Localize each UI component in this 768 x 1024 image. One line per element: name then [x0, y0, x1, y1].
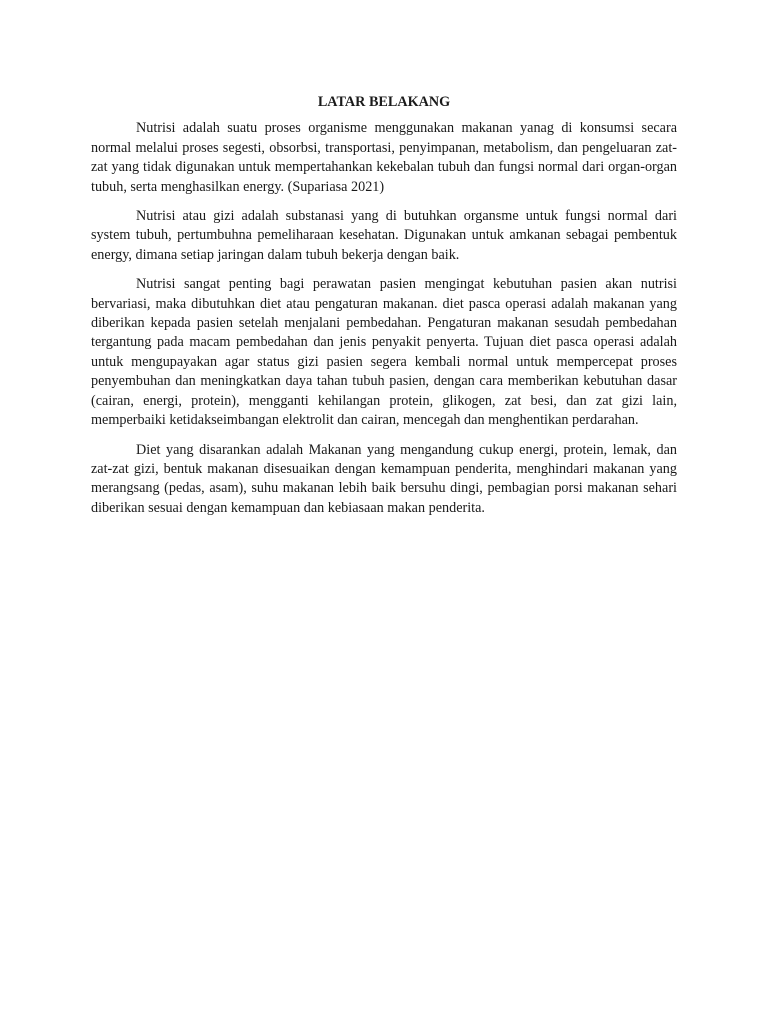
paragraph-2: Nutrisi atau gizi adalah substanasi yang di butuhkan organsme untuk fungsi normal dari system tubuh, pertumbuhna pemeliharaan kesehatan. Digunakan untuk amkanan sebagai pembentuk energy, dimana setiap jaringan dalam tubuh bekerja dengan baik. — [91, 208, 677, 263]
document-title: LATAR BELAKANG — [317, 94, 451, 110]
paragraph-3: Nutrisi sangat penting bagi perawatan pasien mengingat kebutuhan pasien akan nutrisi bervariasi, maka dibutuhkan diet atau pengaturan makanan. diet pasca operasi adalah makanan yang diberikan kepada pasien setelah menjalani pembedahan. Pengaturan makanan sesudah pembedahan tergantung pada macam pembedahan dan jenis penyakit penyerta. Tujuan diet pasca operasi adalah untuk mengupayakan agar status gizi pasien segera kembali normal untuk mempercepat proses penyembuhan dan meningkatkan daya tahan tubuh pasien, dengan cara memberikan kebutuhan dasar (cairan, energi, protein), mengganti kehilangan protein, glikogen, zat besi, dan zat gizi lain, memperbaiki ketidakseimbangan elektrolit dan cairan, mencegah dan menghentikan perdarahan. — [91, 276, 677, 429]
paragraph-1: Nutrisi adalah suatu proses organisme menggunakan makanan yanag di konsumsi secara normal melalui proses segesti, obsorbsi, transportasi, penyimpanan, metabolism, dan pengeluaran zat-zat yang tidak digunakan untuk mempertahankan kekebalan tubuh dan fungsi normal dari organ-organ tubuh, serta menghasilkan energy. (Supariasa 2021) — [91, 120, 677, 195]
paragraph-4: Diet yang disarankan adalah Makanan yang mengandung cukup energi, protein, lemak, dan zat-zat gizi, bentuk makanan disesuaikan dengan kemampuan penderita, menghindari makanan yang merangsang (pedas, asam), suhu makanan lebih baik bersuhu dingi, pembagian porsi makanan sehari diberikan sesuai dengan kemampuan dan kebiasaan makan penderita. — [91, 441, 677, 516]
document-body — [91, 93, 677, 528]
